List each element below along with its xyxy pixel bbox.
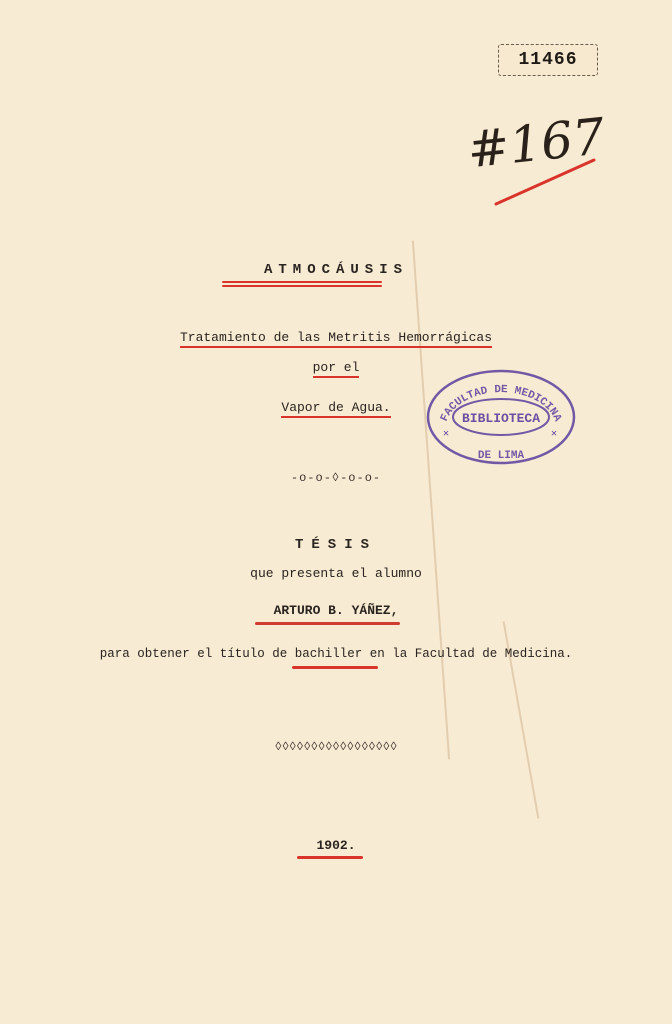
handwritten-number: [460, 100, 610, 210]
title-row: [0, 262, 672, 278]
author-underline: [255, 622, 400, 625]
ornament-divider-2: ◊◊◊◊◊◊◊◊◊◊◊◊◊◊◊◊◊: [274, 740, 398, 754]
stamp-center-text: BIBLIOTECA: [461, 411, 541, 426]
paper-crease: [412, 241, 450, 760]
library-stamp: [425, 368, 577, 466]
year-underline: [297, 856, 363, 859]
subtitle-line-2: por el: [313, 360, 360, 378]
title-underline: [222, 281, 382, 283]
subtitle-line-1: Tratamiento de las Metritis Hemorrágicas: [180, 330, 492, 348]
title-underline-2: [222, 285, 382, 287]
stamp-bottom-text: DE LIMA: [477, 450, 525, 462]
tesis-heading: TÉSIS: [294, 537, 377, 553]
purpose-line: para obtener el título de bachiller en la Facultad de Medicina.: [99, 647, 573, 661]
ornament-divider-1: -o-o-◊-o-o-: [290, 471, 382, 485]
year-row: [0, 838, 672, 853]
subtitle-line-3: Vapor de Agua.: [281, 400, 390, 418]
tesis-row: [0, 537, 672, 553]
stamp-star-icon: ✕: [443, 429, 450, 440]
document-title: ATMOCÁUSIS: [263, 262, 408, 278]
purpose-underline: [292, 666, 378, 669]
year: 1902.: [316, 838, 356, 853]
subtitle-row-1: [0, 330, 672, 345]
handwritten-number-text: #167: [464, 107, 608, 180]
presented-by: que presenta el alumno: [250, 566, 422, 581]
catalog-number-label: 11466: [498, 44, 598, 76]
author-row: [0, 603, 672, 618]
author-name: ARTURO B. YÁÑEZ,: [273, 603, 399, 618]
stamp-top-text: FACULTAD DE MEDICINA: [438, 384, 564, 424]
stamp-star-icon: ✕: [551, 429, 558, 440]
